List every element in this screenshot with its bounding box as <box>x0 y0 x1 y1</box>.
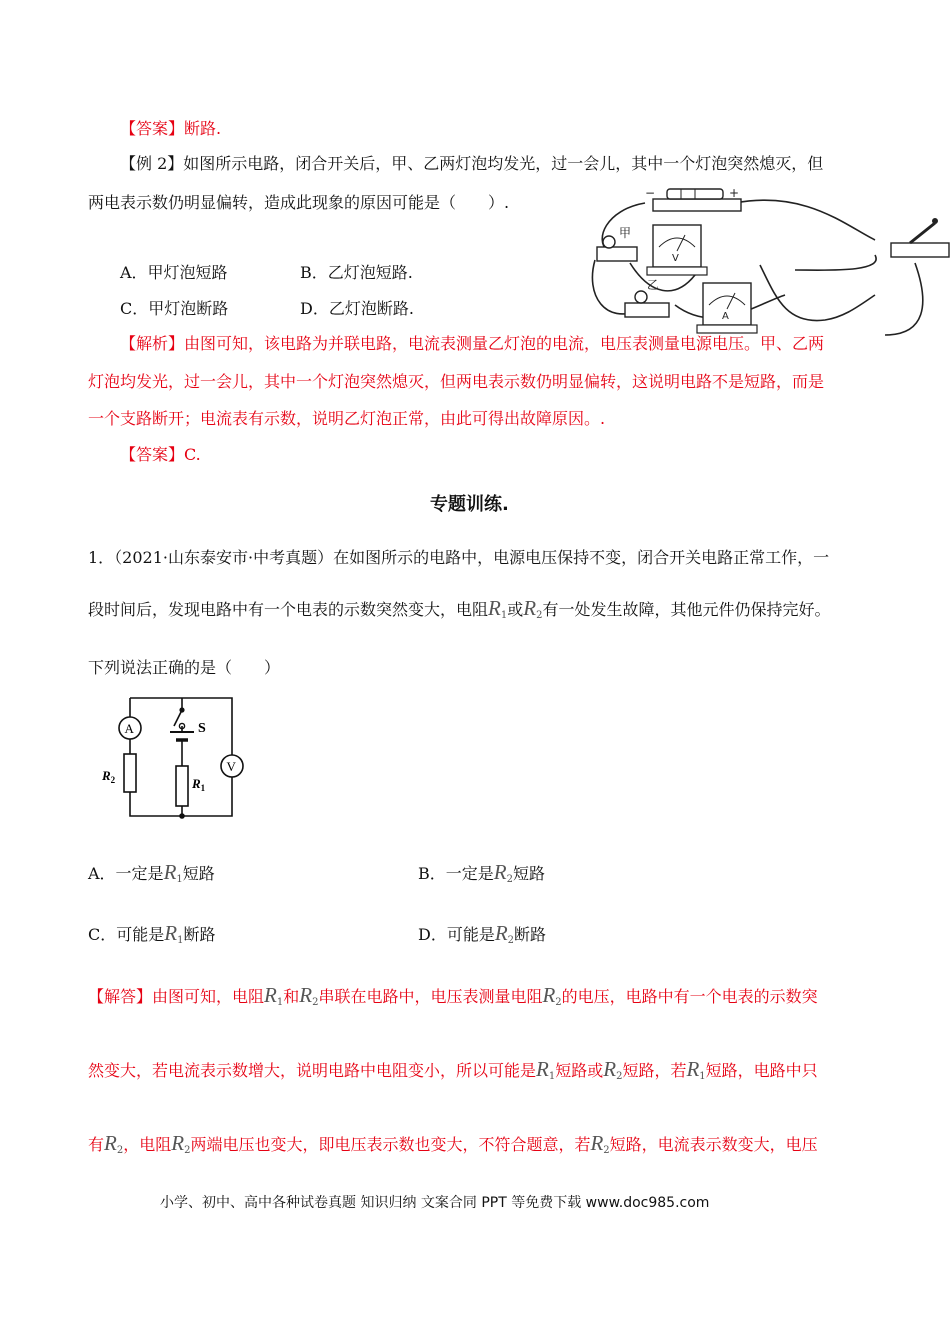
option-c: C．甲灯泡断路 <box>120 299 229 318</box>
option-d: D．乙灯泡断路. <box>300 299 414 318</box>
question-text: 下列说法正确的是（ ） <box>88 658 281 677</box>
switch-base <box>891 243 949 257</box>
analysis-text: 灯泡均发光，过一会儿，其中一个灯泡突然熄灭，但两电表示数仍明显偏转，这说明电路不是短路，而是 <box>88 372 825 391</box>
switch-lever <box>910 223 935 243</box>
page-footer: 小学、初中、高中各种试卷真题 知识归纳 文案合同 PPT 等免费下载 www.doc985.com <box>160 1195 710 1211</box>
battery-base <box>653 199 741 211</box>
svg-text:−: − <box>645 186 656 200</box>
option-a: A．一定是R1短路 <box>88 860 215 885</box>
question-text: 【例 2】如图所示电路，闭合开关后，甲、乙两灯泡均发光，过一会儿，其中一个灯泡突然熄灭，但 <box>120 154 824 173</box>
section-title: 专题训练. <box>430 494 509 515</box>
switch-label: S <box>198 721 206 736</box>
lamp-yi-icon <box>635 291 647 303</box>
svg-text:+: + <box>729 186 740 200</box>
solution-text: 然变大，若电流表示数增大，说明电路中电阻变小，所以可能是R1短路或R2短路，若R1短路，电路中只 <box>88 1057 818 1082</box>
option-d: D．可能是R2断路 <box>418 921 547 946</box>
solution-text: 【解答】由图可知，电阻R1和R2串联在电路中，电压表测量电阻R2的电压，电路中有一个电表的示数突 <box>88 983 818 1008</box>
answer-line: 【答案】断路. <box>120 119 222 138</box>
physical-circuit-figure <box>585 185 950 345</box>
option-c: C．可能是R1断路 <box>88 921 216 946</box>
circuit-diagram <box>100 688 275 828</box>
resistor-r1 <box>176 766 188 806</box>
option-b: B．一定是R2短路 <box>418 860 545 885</box>
option-a: A．甲灯泡短路 <box>120 263 228 282</box>
question-text: 段时间后，发现电路中有一个电表的示数突然变大，电阻R1或R2有一处发生故障，其他元件仍保持完好。 <box>88 596 831 621</box>
r2-label: $R_2$ <box>102 768 116 785</box>
svg-text:V: V <box>672 253 679 264</box>
answer-line: 【答案】C. <box>120 445 201 464</box>
question-text: 1．（2021·山东泰安市·中考真题）在如图所示的电路中，电源电压保持不变，闭合开关电路正常工作，一 <box>88 548 830 567</box>
lamp-yi-label: 乙 <box>647 278 660 292</box>
svg-text:A: A <box>722 311 729 322</box>
r1-label: $R_1$ <box>192 776 206 793</box>
lamp-yi-base <box>625 303 669 317</box>
analysis-text: 【解析】由图可知，该电路为并联电路，电流表测量乙灯泡的电流，电压表测量电源电压。甲、乙两 <box>120 334 825 353</box>
svg-text:A: A <box>124 721 134 736</box>
resistor-r2 <box>124 754 136 792</box>
solution-text: 有R2，电阻R2两端电压也变大，即电压表示数也变大，不符合题意，若R2短路，电流表示数变大，电压 <box>88 1131 818 1156</box>
svg-text:V: V <box>226 759 236 774</box>
analysis-text: 一个支路断开；电流表有示数，说明乙灯泡正常，由此可得出故障原因。. <box>88 409 606 428</box>
question-text: 两电表示数仍明显偏转，造成此现象的原因可能是（ ）. <box>88 193 510 212</box>
option-b: B．乙灯泡短路. <box>300 263 413 282</box>
lamp-jia-base <box>597 247 637 261</box>
lamp-jia-label: 甲 <box>619 226 632 240</box>
lamp-jia-icon <box>603 236 615 248</box>
